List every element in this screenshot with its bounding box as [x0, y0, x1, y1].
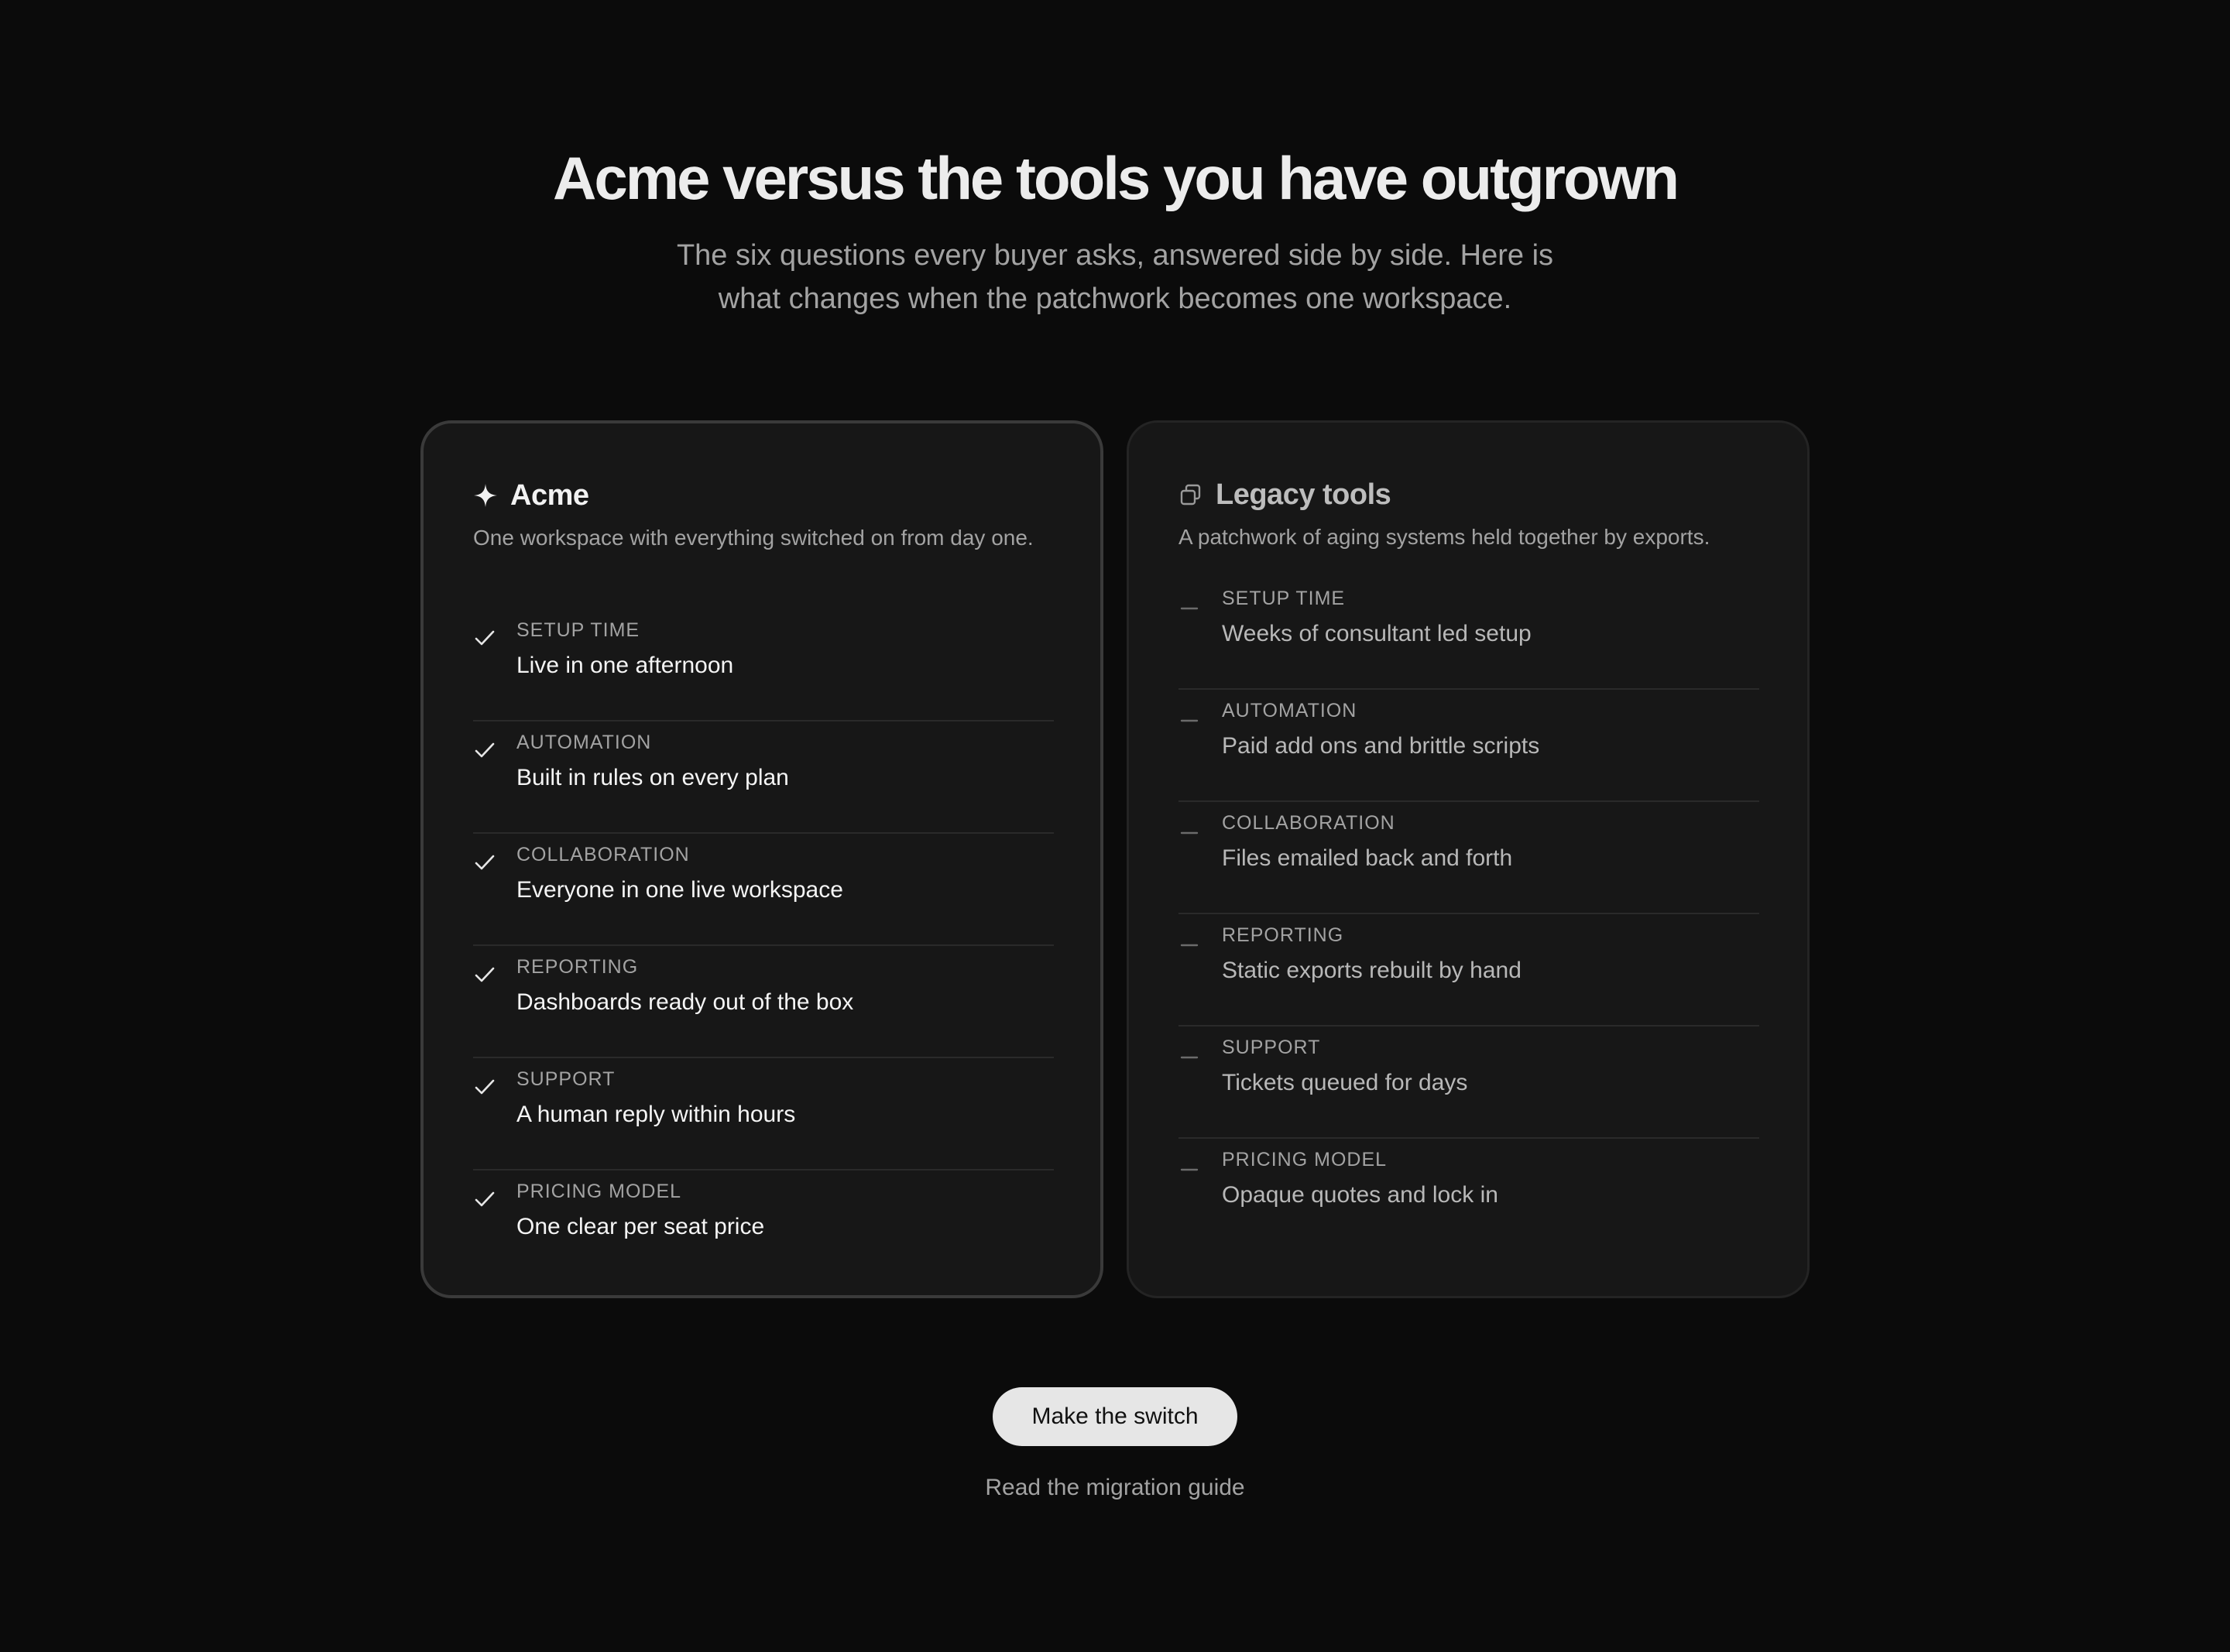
legacy-row-reporting [1178, 914, 1759, 1027]
acme-row-reporting [473, 946, 1054, 1058]
legacy-row-automation [1178, 690, 1759, 802]
legacy-card-description: A patchwork of aging systems held together by exports. [1178, 525, 1710, 549]
sparkle-icon [473, 483, 498, 508]
acme-card [420, 420, 1103, 1298]
row-label: SETUP TIME [516, 619, 640, 641]
dash-icon [1178, 1156, 1202, 1179]
dash-icon [1178, 595, 1202, 618]
acme-card-description: One workspace with everything switched on from day one. [473, 526, 1034, 550]
legacy-card-header [1178, 475, 1391, 514]
acme-row-automation [473, 721, 1054, 834]
acme-row-setup-time [473, 609, 1054, 721]
legacy-feature-list [1178, 578, 1759, 1251]
check-icon [473, 851, 496, 874]
dash-icon [1178, 819, 1202, 842]
row-value: Built in rules on every plan [516, 765, 789, 790]
acme-card-header [473, 476, 589, 515]
row-value: A human reply within hours [516, 1102, 796, 1127]
check-icon [473, 739, 496, 762]
row-value: One clear per seat price [516, 1214, 765, 1239]
acme-row-collaboration [473, 834, 1054, 946]
row-value: Static exports rebuilt by hand [1222, 958, 1522, 983]
legacy-card [1127, 420, 1810, 1298]
make-the-switch-button[interactable]: Make the switch [993, 1387, 1237, 1446]
legacy-row-setup-time [1178, 578, 1759, 690]
acme-feature-list [473, 609, 1054, 1283]
legacy-row-support [1178, 1027, 1759, 1139]
row-label: REPORTING [516, 956, 639, 978]
legacy-row-collaboration [1178, 802, 1759, 914]
row-label: COLLABORATION [1222, 812, 1395, 834]
row-value: Paid add ons and brittle scripts [1222, 733, 1540, 759]
check-icon [473, 1188, 496, 1211]
legacy-card-title: Legacy tools [1216, 478, 1391, 511]
page-subtitle: The six questions every buyer asks, answered side by side. Here is what changes when the patchwork becomes one workspace. [676, 239, 1554, 315]
row-value: Weeks of consultant led setup [1222, 621, 1532, 646]
row-label: REPORTING [1222, 924, 1344, 946]
check-icon [473, 963, 496, 986]
row-label: SETUP TIME [1222, 588, 1346, 609]
check-icon [473, 626, 496, 649]
dash-icon [1178, 1044, 1202, 1067]
row-label: PRICING MODEL [516, 1181, 682, 1202]
acme-row-support [473, 1058, 1054, 1170]
row-label: SUPPORT [1222, 1037, 1321, 1058]
row-value: Tickets queued for days [1222, 1070, 1468, 1095]
acme-card-title: Acme [510, 478, 589, 512]
row-label: COLLABORATION [516, 844, 690, 865]
row-label: AUTOMATION [1222, 700, 1357, 721]
row-value: Dashboards ready out of the box [516, 989, 854, 1015]
check-icon [473, 1075, 496, 1098]
row-value: Live in one afternoon [516, 653, 734, 678]
row-value: Everyone in one live workspace [516, 877, 843, 903]
acme-row-pricing-model [473, 1170, 1054, 1283]
page-title: Acme versus the tools you have outgrown [553, 144, 1677, 212]
row-value: Files emailed back and forth [1222, 845, 1513, 871]
row-value: Opaque quotes and lock in [1222, 1182, 1498, 1208]
row-label: AUTOMATION [516, 732, 652, 753]
row-label: PRICING MODEL [1222, 1149, 1388, 1170]
legacy-row-pricing-model [1178, 1139, 1759, 1251]
dash-icon [1178, 931, 1202, 955]
migration-guide-link[interactable]: Read the migration guide [985, 1475, 1245, 1500]
stacked-windows-icon [1178, 482, 1203, 507]
dash-icon [1178, 707, 1202, 730]
row-label: SUPPORT [516, 1068, 616, 1090]
